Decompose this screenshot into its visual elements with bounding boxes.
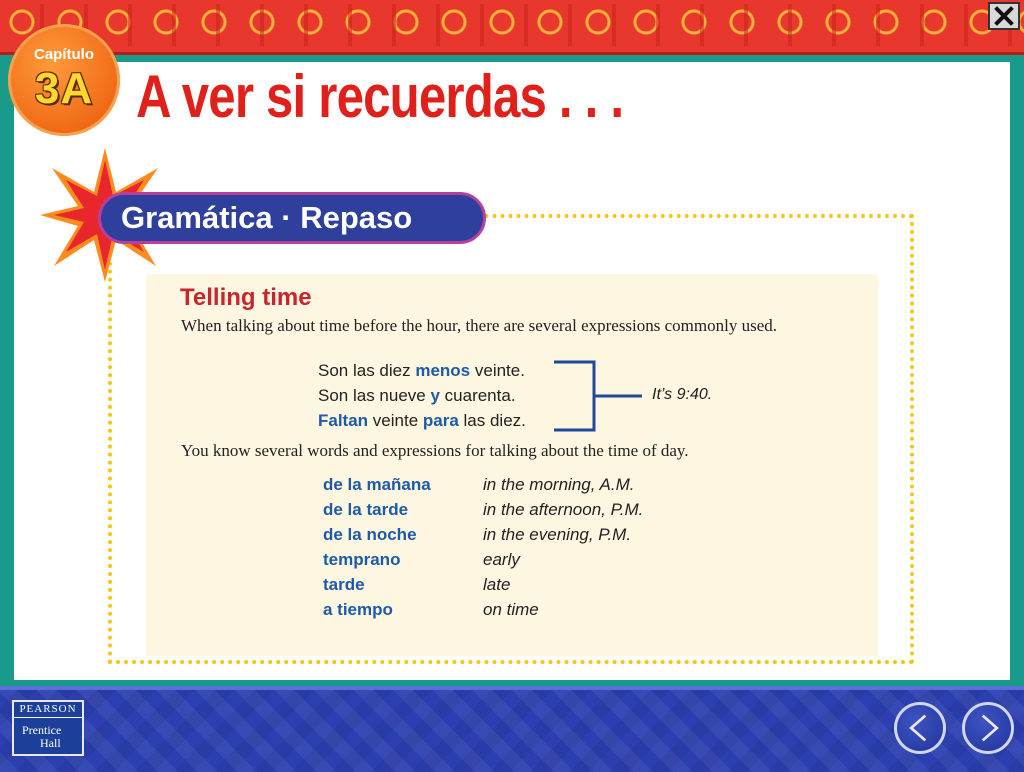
vocab-english: in the afternoon, P.M.: [483, 500, 644, 519]
page-title: A ver si recuerdas . . .: [136, 63, 624, 130]
vocab-row: [323, 575, 723, 599]
example-text: Son las diez: [318, 361, 416, 380]
vocab-spanish: a tiempo: [323, 600, 393, 619]
example-line: [318, 361, 525, 381]
band-pattern: [0, 4, 1024, 46]
example-text: veinte: [368, 411, 423, 430]
section-pill: [98, 192, 486, 244]
publisher-name: PEARSON: [14, 703, 82, 718]
next-button[interactable]: [962, 702, 1014, 754]
chapter-number: 3A: [34, 64, 94, 113]
publisher-imprint: [22, 724, 61, 750]
close-button[interactable]: [988, 2, 1020, 30]
vocab-intro-text: You know several words and expressions for talking about the time of day.: [181, 441, 689, 460]
publisher-imprint-line: Hall: [40, 736, 61, 750]
example-keyword: menos: [415, 361, 471, 380]
chapter-badge: [8, 24, 120, 136]
vocab-spanish: de la noche: [323, 525, 417, 544]
vocab-english: early: [483, 550, 520, 569]
example-text: cuarenta.: [439, 386, 516, 405]
example-keyword: Faltan: [318, 411, 369, 430]
publisher-logo: [12, 700, 84, 756]
vocab-spanish: tarde: [323, 575, 365, 594]
section-heading: Telling time: [180, 284, 312, 311]
vocab-english: late: [483, 575, 511, 594]
top-decorative-band: [0, 0, 1024, 55]
previous-button[interactable]: [894, 702, 946, 754]
vocab-english: on time: [483, 600, 539, 619]
close-icon: [994, 6, 1014, 26]
bracket-icon: [552, 360, 644, 432]
example-keyword: para: [422, 411, 459, 430]
example-text: las diez.: [458, 411, 526, 430]
vocab-english: in the morning, A.M.: [483, 475, 635, 494]
publisher-imprint-line: Prentice: [22, 723, 62, 737]
chevron-right-icon: [965, 705, 1011, 751]
bottom-decorative-band: [0, 686, 1024, 772]
example-line: [318, 386, 516, 406]
vocab-english: in the evening, P.M.: [483, 525, 632, 544]
example-line: [318, 411, 526, 431]
vocab-spanish: temprano: [323, 550, 401, 569]
translation-text: It’s 9:40.: [652, 386, 713, 403]
vocab-row: [323, 525, 723, 549]
example-text: veinte.: [470, 361, 525, 380]
vocab-spanish: de la tarde: [323, 500, 409, 519]
vocab-row: [323, 550, 723, 574]
intro-text: When talking about time before the hour, there are several expressions commonly used.: [181, 316, 778, 335]
vocab-row: [323, 600, 723, 624]
chapter-label: Capítulo: [34, 46, 94, 63]
section-label: Gramática · Repaso: [121, 200, 413, 235]
vocab-row: [323, 500, 723, 524]
example-text: Son las nueve: [318, 386, 431, 405]
chevron-left-icon: [897, 705, 943, 751]
vocab-spanish: de la mañana: [323, 475, 431, 494]
example-keyword: y: [430, 386, 440, 405]
vocab-row: [323, 475, 723, 499]
